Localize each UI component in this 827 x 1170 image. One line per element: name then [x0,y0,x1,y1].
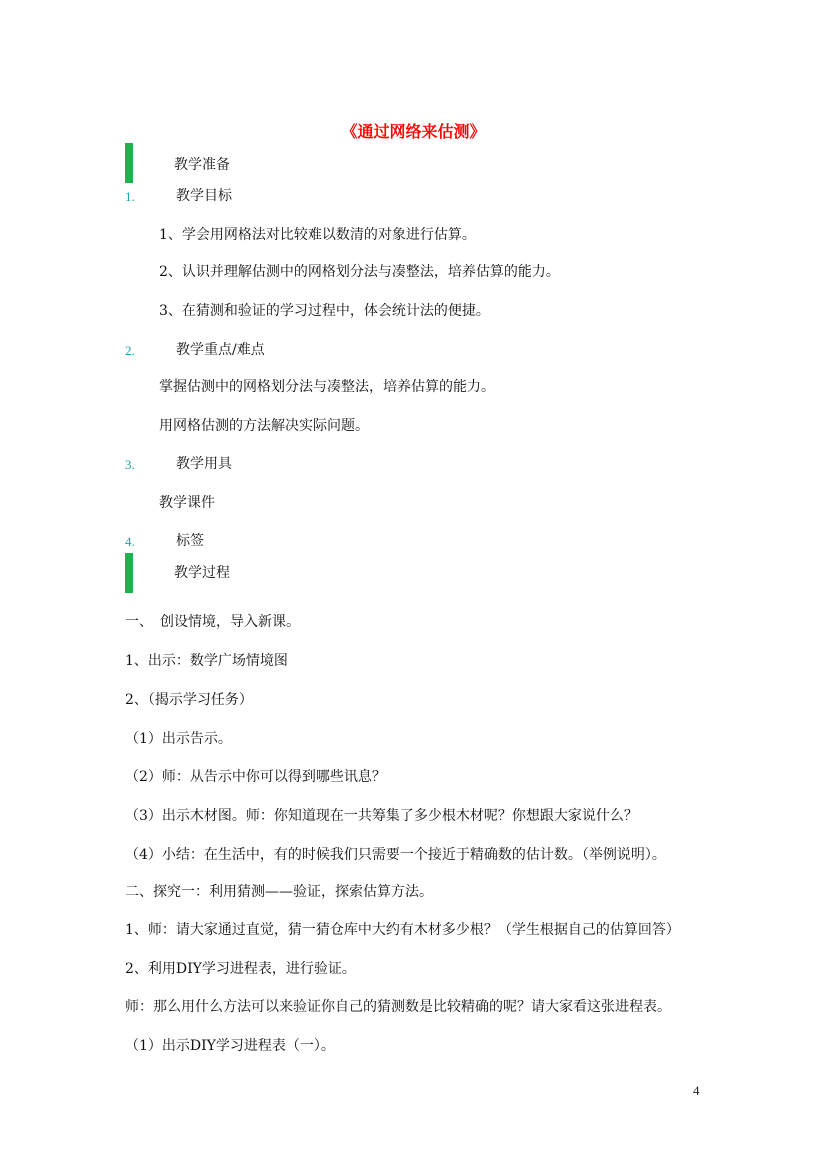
heading-process: 教学过程 [174,565,230,581]
heading-number-goal: 1. [125,189,135,204]
heading-marker-process [125,553,133,593]
goal-item: 1、学会用网格法对比较难以数清的对象进行估算。 [159,227,476,243]
body-paragraph: 1、出示：数学广场情境图 [125,653,288,669]
body-paragraph: 2、（揭示学习任务） [125,692,253,708]
heading-key: 教学重点/难点 [176,342,265,358]
body-paragraph: （1）出示告示。 [125,731,232,747]
body-paragraph: （4）小结：在生活中，有的时候我们只需要一个接近于精确数的估计数。（举例说明）。 [125,847,666,863]
body-paragraph: （2）师：从告示中你可以得到哪些讯息？ [125,769,386,785]
heading-goal: 教学目标 [176,188,232,204]
body-paragraph: 师：那么用什么方法可以来验证你自己的猜测数是比较精确的呢？请大家看这张进程表。 [125,999,671,1015]
heading-tools: 教学用具 [176,456,232,472]
body-paragraph: 2、利用DIY学习进程表，进行验证。 [125,961,356,977]
heading-number-key: 2. [125,343,135,358]
goal-item: 2、认识并理解估测中的网格划分法与凑整法，培养估算的能力。 [159,264,560,280]
goal-item: 3、在猜测和验证的学习过程中，体会统计法的便捷。 [159,303,490,319]
heading-tag: 标签 [176,533,204,549]
heading-marker-prep [125,143,133,183]
tools-item: 教学课件 [159,495,215,511]
heading-prep: 教学准备 [174,157,230,173]
heading-number-tools: 3. [125,457,135,472]
body-paragraph: 二、探究一：利用猜测——验证，探索估算方法。 [125,884,433,900]
body-paragraph: 一、 创设情境，导入新课。 [125,614,300,630]
key-item: 掌握估测中的网格划分法与凑整法，培养估算的能力。 [159,379,495,395]
document-title: 《通过网络来估测》 [341,122,486,141]
body-paragraph: 1、师：请大家通过直觉，猜一猜仓库中大约有木材多少根？（学生根据自己的估算回答） [125,922,680,938]
page-number: 4 [693,1083,700,1098]
heading-number-tag: 4. [125,534,135,549]
body-paragraph: （3）出示木材图。师：你知道现在一共筹集了多少根木材呢？你想跟大家说什么？ [125,808,638,824]
body-paragraph: （1）出示DIY学习进程表（一）。 [125,1038,335,1054]
key-item: 用网格估测的方法解决实际问题。 [159,418,369,434]
